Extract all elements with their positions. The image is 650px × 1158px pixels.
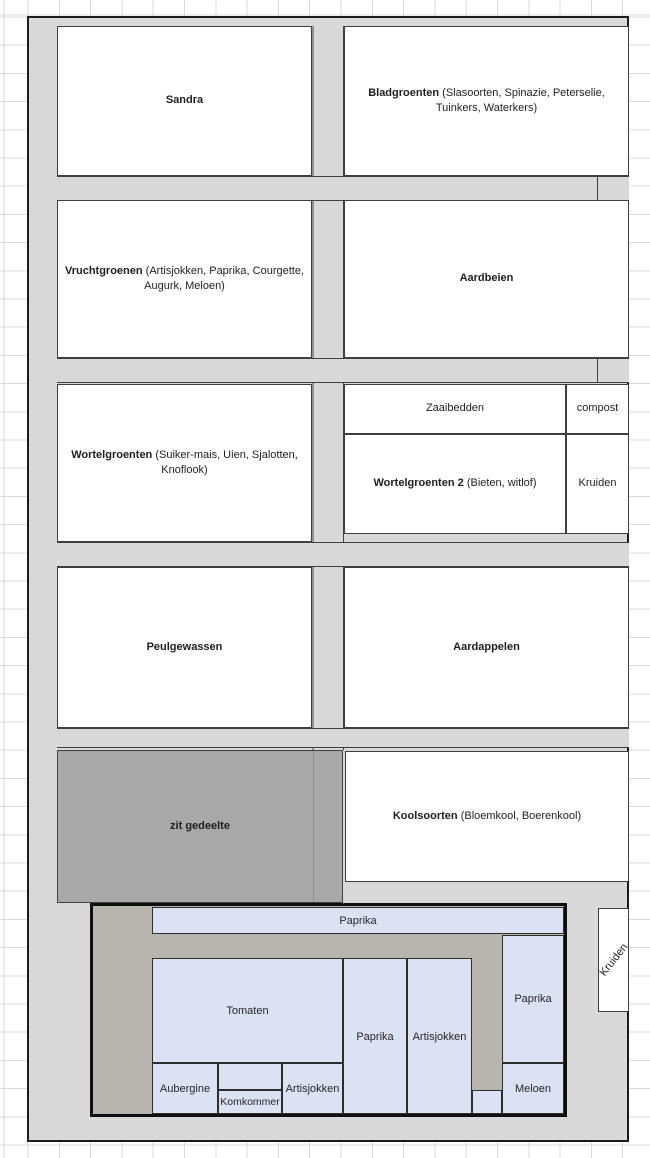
plot-name: Sandra [165,94,204,107]
seating-area-label [170,819,230,834]
bed-label: Komkommer [220,1096,280,1108]
plot-name: Aardbeien [459,272,514,285]
plot-zaaibedden [344,384,566,434]
plot-wortelgroenten-2 [344,434,566,534]
plot-wortelgroenten-2-label [373,476,536,491]
plot-detail: (Slasoorten, Spinazie, Peterselie, Tuinkers, Waterkers) [435,86,605,114]
greenhouse-bed-meloen [502,1063,564,1114]
plot-aardappelen [344,567,629,728]
plot-kruiden [566,434,629,534]
bed-label: Artisjokken [285,1082,340,1095]
bed-label: Paprika [356,1031,394,1043]
seating-area [57,750,343,903]
plot-aardbeien-label [460,271,514,286]
separator-1-end-cell [597,177,629,200]
plot-zaaibedden-label [426,401,484,416]
plot-name: Koolsoorten [392,809,458,822]
plot-vruchtgroenen-label [62,264,307,295]
plot-name: Vruchtgroenen [64,264,143,277]
plot-peulgewassen-label [147,640,223,655]
plot-compost [566,384,629,434]
plot-koolsoorten [345,751,629,882]
plot-detail: (Bieten, witlof) [466,477,537,490]
bed-label: Meloen [514,1082,552,1095]
plot-aardappelen-label [453,640,520,655]
plot-detail: (Suiker-mais, Uien, Sjalotten, Knoflook) [155,448,298,476]
plot-name: Kruiden [578,477,617,490]
plot-name: Wortelgroenten 2 [373,477,464,490]
plot-wortelgroenten-label [66,448,303,479]
plot-name: compost [576,402,619,415]
plot-bladgroenten-label [365,86,608,117]
plot-name: zit gedeelte [170,819,230,832]
plot-sandra-label [166,93,203,108]
greenhouse-bed-tomaten [152,958,343,1063]
greenhouse-bed-unlabeled-2 [472,1090,502,1114]
plot-detail: (Artisjokken, Paprika, Courgette, Augurk, Meloen) [144,264,305,292]
greenhouse-bed-komkommer [218,1090,282,1114]
center-path-strip [312,26,344,750]
bed-label: Artisjokken [412,1031,467,1043]
plot-name: Zaaibedden [425,402,485,415]
bed-label: Aubergine [159,1082,211,1095]
kruiden-sign-label: Kruiden [597,941,630,979]
greenhouse-bed-artisjokken-column [407,958,472,1114]
plot-name: Wortelgroenten [71,448,153,461]
bed-label: Paprika [514,993,552,1005]
plot-koolsoorten-label [393,809,581,824]
plot-peulgewassen [57,567,312,728]
plot-kruiden-label [579,476,617,491]
row-separator-1 [57,176,629,201]
greenhouse-bed-paprika-column [343,958,407,1114]
kruiden-rotated-sign [598,908,629,1012]
plot-aardbeien [344,200,629,358]
bed-label: Paprika [339,914,377,927]
plot-compost-label [577,401,619,416]
plot-name: Aardappelen [453,640,520,653]
greenhouse-bed-paprika-right [502,935,564,1063]
row-separator-4 [57,728,629,748]
row-separator-2 [57,358,629,383]
seating-area-divider [313,751,314,902]
plot-sandra [57,26,312,176]
greenhouse-bed-paprika-top [152,907,564,934]
plot-vruchtgroenen [57,200,312,358]
plot-name: Bladgroenten [368,86,440,99]
plot-detail: (Bloemkool, Boerenkool) [460,809,582,822]
greenhouse-bed-artisjokken-bottom [282,1063,343,1114]
row-separator-3 [57,542,629,567]
plot-bladgroenten [344,26,629,176]
bed-label: Tomaten [226,1004,269,1017]
plot-wortelgroenten [57,384,312,542]
greenhouse-bed-unlabeled-1 [218,1063,282,1090]
greenhouse-bed-aubergine [152,1063,218,1114]
separator-2-end-cell [597,359,629,382]
plot-name: Peulgewassen [146,640,223,653]
